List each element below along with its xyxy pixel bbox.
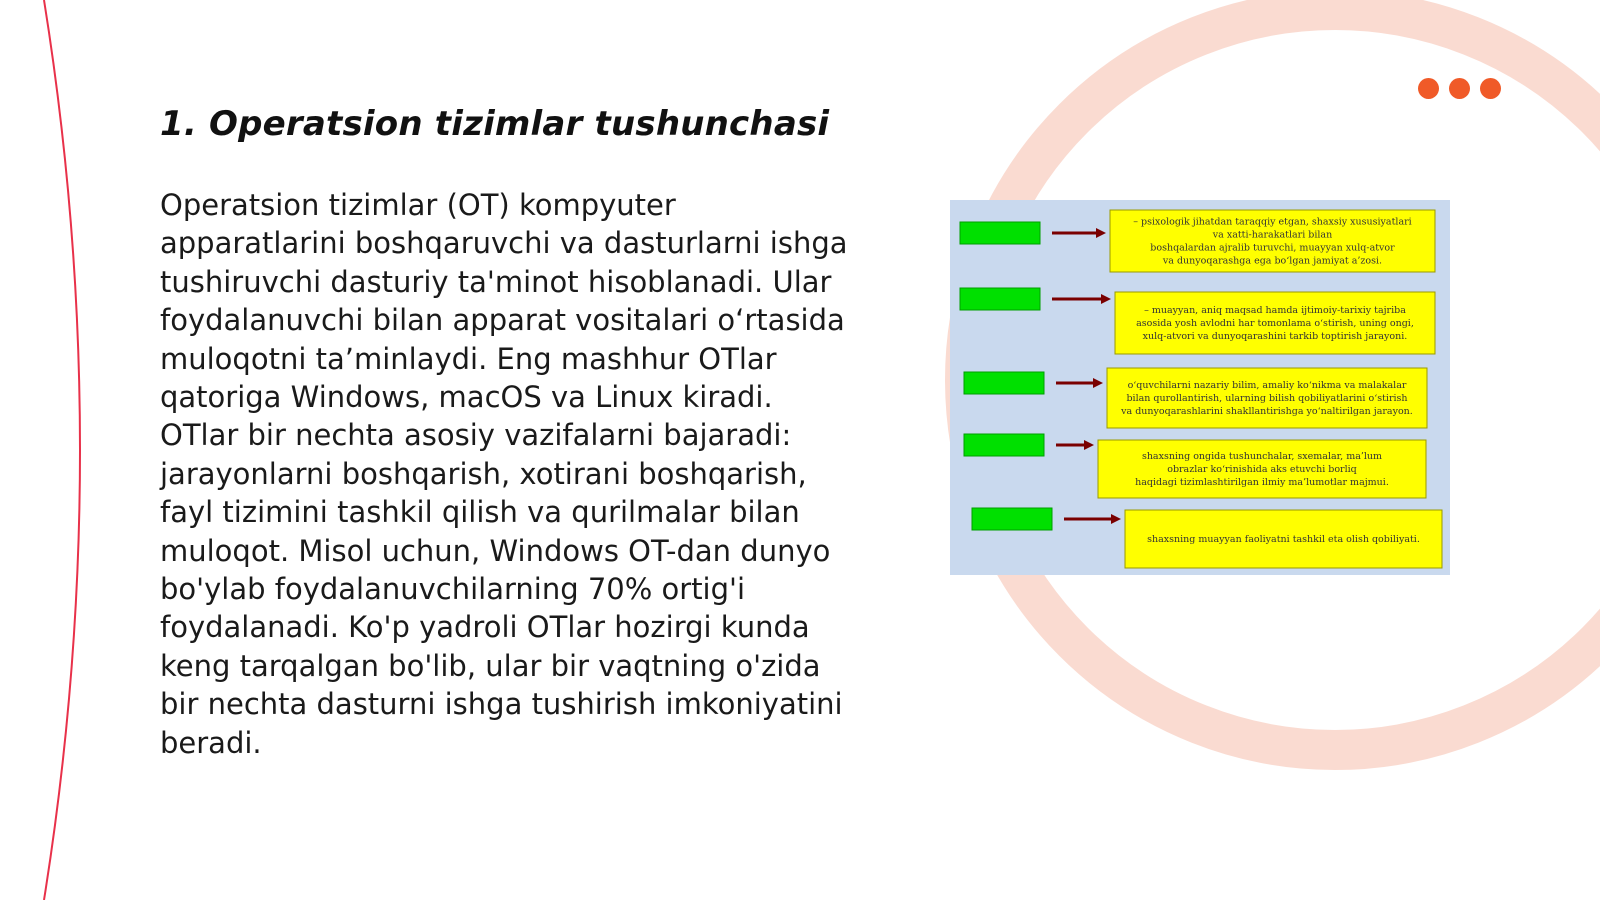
- callout-text-line: boshqalardan ajralib turuvchi, muayyan xulq-atvor: [1150, 242, 1395, 254]
- illustration-image: [950, 200, 1450, 575]
- callout-text-line: xulq-atvori va dunyoqarashini tarkib toptirish jarayoni.: [1142, 331, 1408, 342]
- callout-text-line: va dunyoqarashlarini shakllantirishga yo‘naltirilgan jarayon.: [1121, 406, 1413, 417]
- body-paragraph: Operatsion tizimlar (OT) kompyuter apparatlarini boshqaruvchi va dasturlarni ishga tushiruvchi dasturiy ta'minot hisoblanadi. Ular foydalanuvchi bilan apparat vositalari o‘rtasida muloqotni ta’minlaydi. Eng mashhur OTlar qatoriga Windows, macOS va Linux kiradi. OTlar bir nechta asosiy vazifalarni bajaradi: jarayonlarni boshqarish, xotirani boshqarish, fayl tizimini tashkil qilish va qurilmalar bilan muloqot. Misol uchun, Windows OT-dan dunyo bo'ylab foydalanuvchilarning 70% ortig'i foydalanadi. Ko'p yadroli OTlar hozirgi kunda keng tarqalgan bo'lib, ular bir vaqtning o'zida bir nechta dasturni ishga tushirish imkoniyatini beradi.: [160, 188, 848, 760]
- callout-text-line: – psixologik jihatdan taraqqiy etgan, shaxsiy xususiyatlari: [1133, 216, 1412, 228]
- dot-1: [1418, 78, 1439, 99]
- callout-text-line: asosida yosh avlodni har tomonlama o‘stirish, uning ongi,: [1136, 318, 1414, 329]
- page-title: 1. Operatsion tizimlar tushunchasi: [160, 104, 830, 144]
- three-dots-icon[interactable]: [1418, 78, 1501, 99]
- term-label-box: [972, 508, 1052, 530]
- callout-text-line: – muayyan, aniq maqsad hamda ijtimoiy-tarixiy tajriba: [1144, 305, 1406, 316]
- callout-text-line: shaxsning muayyan faoliyatni tashkil eta olish qobiliyati.: [1147, 534, 1420, 545]
- term-label-box: [960, 288, 1040, 310]
- callout-text-line: va dunyoqarashga ega bo‘lgan jamiyat a’zosi.: [1162, 255, 1383, 267]
- callout-text-line: haqidagi tizimlashtirilgan ilmiy ma’lumotlar majmui.: [1135, 477, 1389, 488]
- callout-text-line: o‘quvchilarni nazariy bilim, amaliy ko‘nikma va malakalar: [1127, 380, 1407, 391]
- left-edge-curve: [44, 0, 80, 900]
- term-label-box: [964, 434, 1044, 456]
- term-label-box: [960, 222, 1040, 244]
- callout-text-line: shaxsning ongida tushunchalar, sxemalar, ma’lum: [1141, 451, 1383, 462]
- dot-3: [1480, 78, 1501, 99]
- term-label-box: [964, 372, 1044, 394]
- callout-text-line: obrazlar ko‘rinishida aks etuvchi borliq: [1167, 464, 1357, 475]
- callout-text-line: va xatti-harakatlari bilan: [1212, 229, 1333, 241]
- dot-2: [1449, 78, 1470, 99]
- callout-text-line: bilan qurollantirish, ularning bilish qobiliyatlarini o‘stirish: [1126, 393, 1408, 404]
